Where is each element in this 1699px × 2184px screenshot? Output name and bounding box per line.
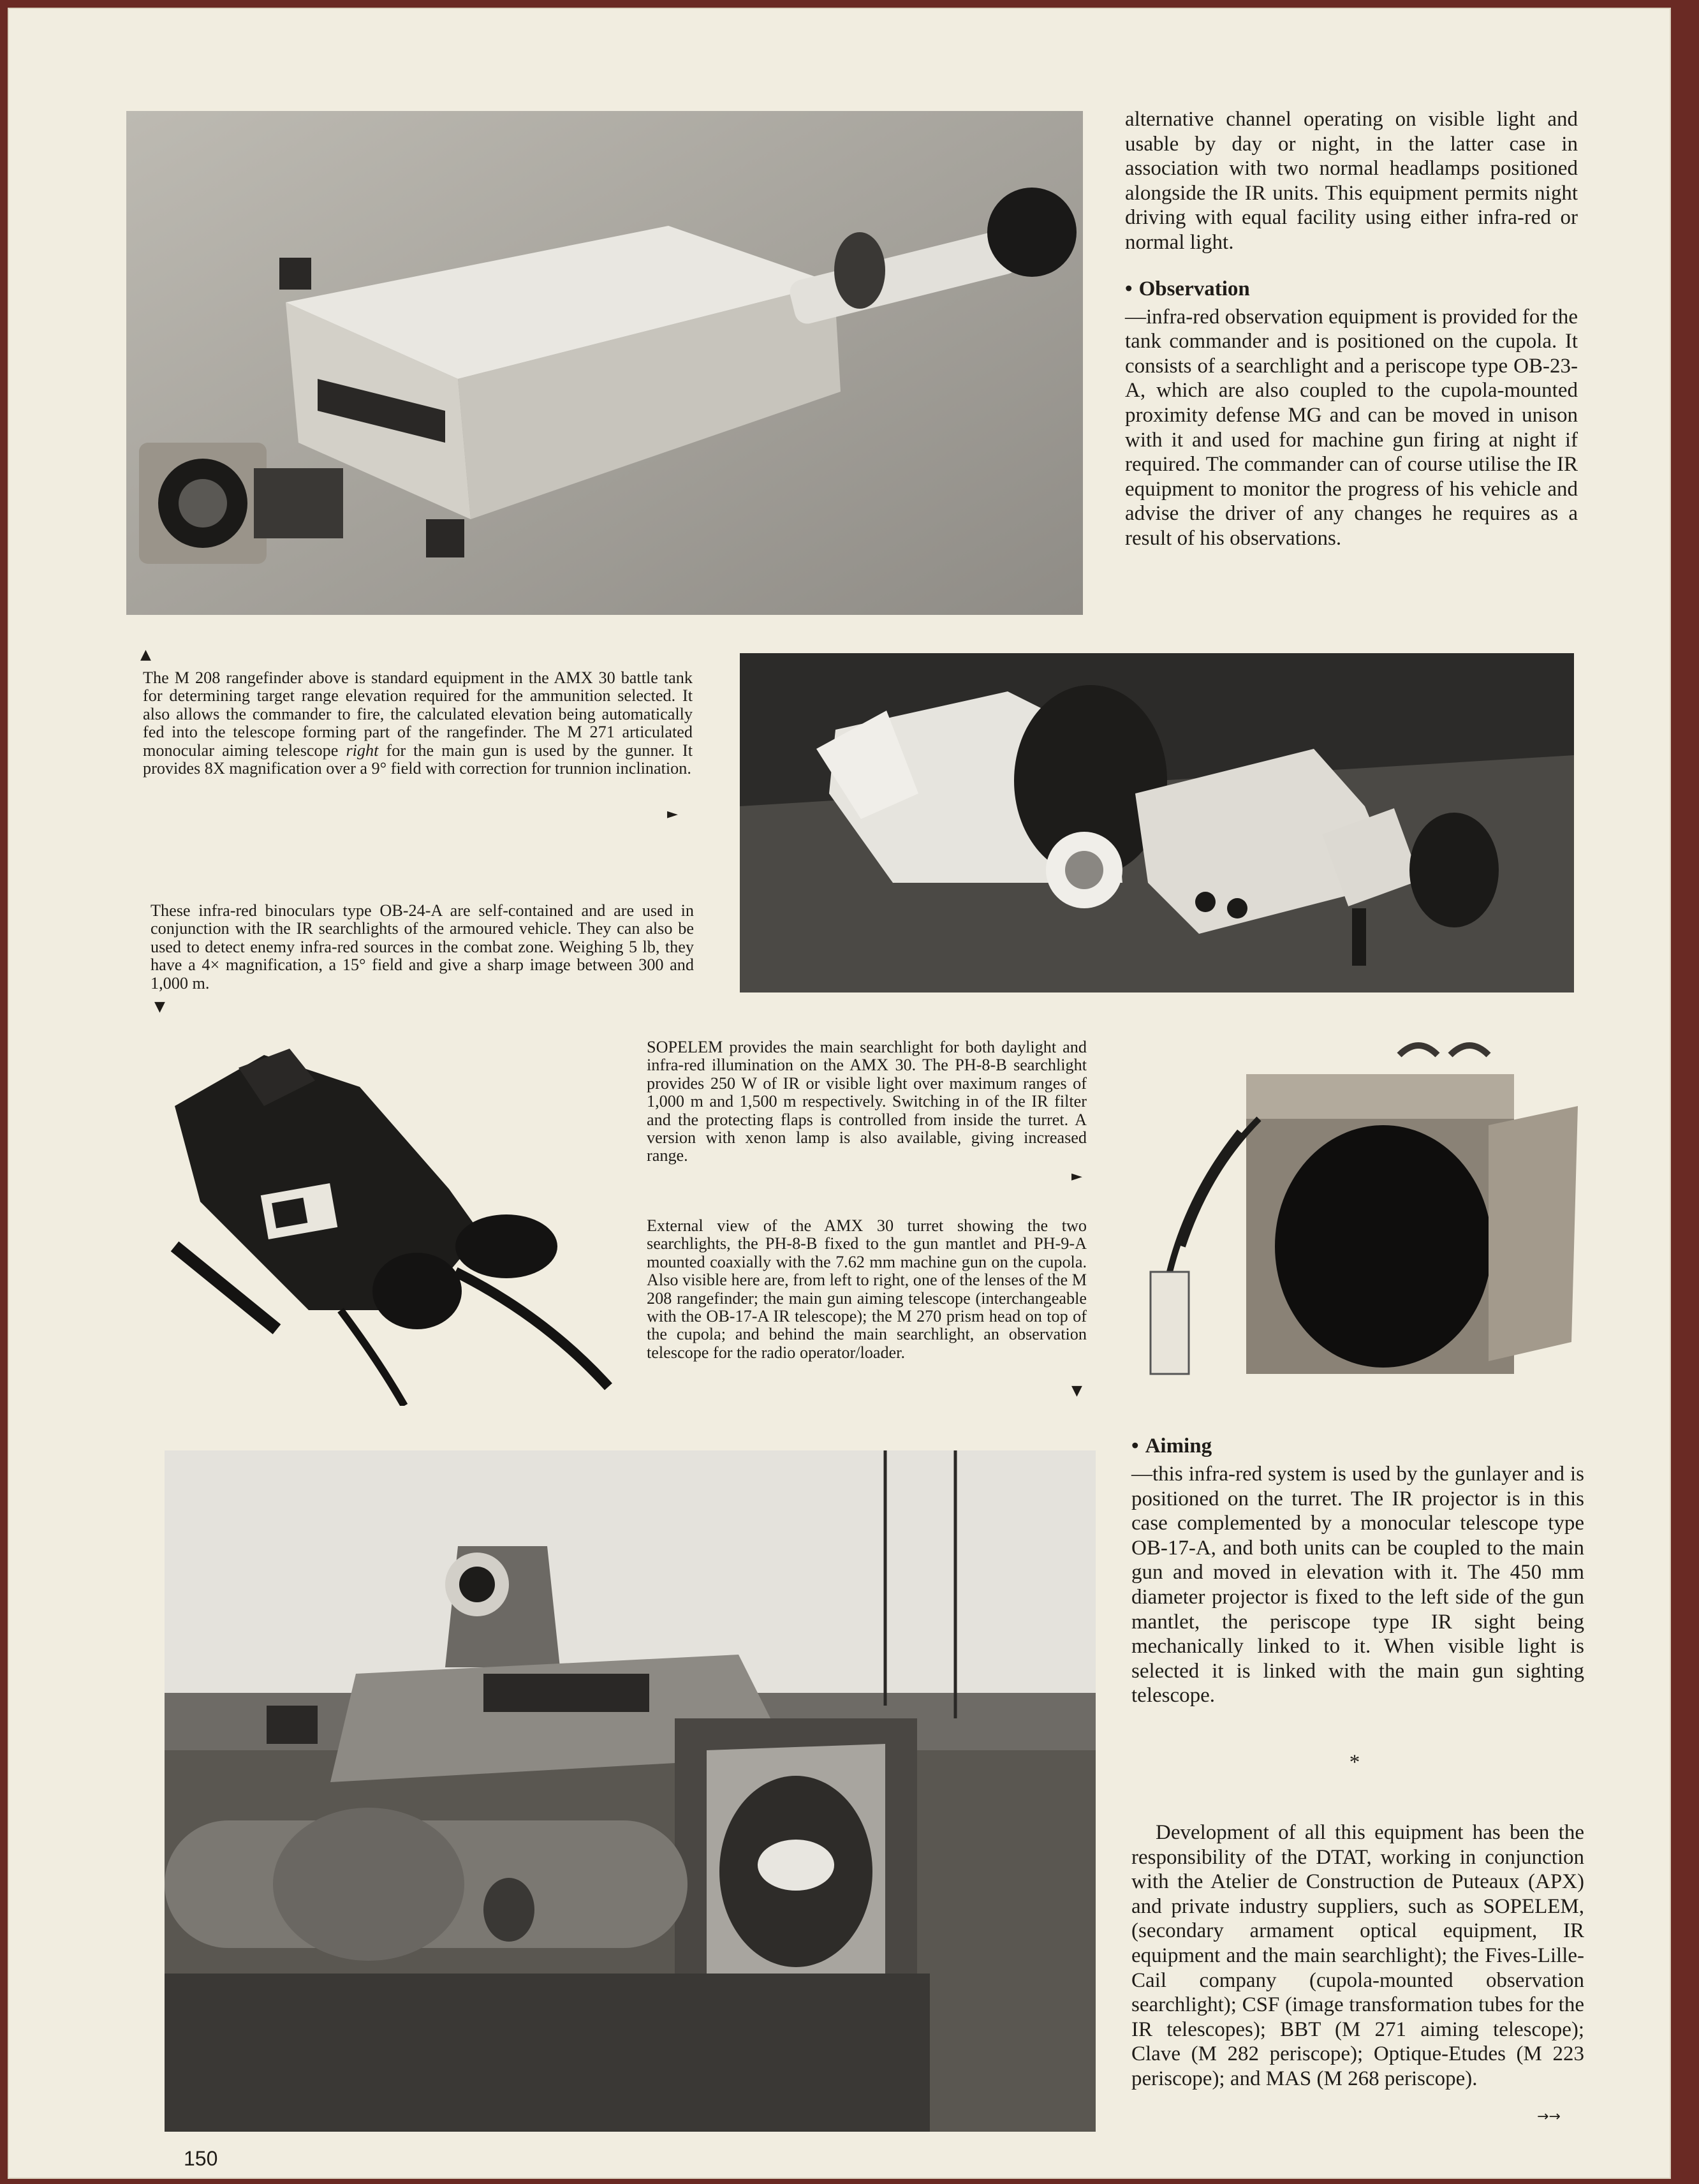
turret-caption-text: External view of the AMX 30 turret showing the two searchlights, the PH-8-B fixed to the gun mantlet and PH-9-A mounted coaxially with the 7.62 mm machine gun on the cupola. Also visible here are, from left to right, one of the lenses of the M 208 rangefinder; the main gun aiming telescope (interchangeable with the OB-17-A IR telescope); the M 270 prism head on top of the cupola; and behind the main searchlight, an observation telescope for the radio operator/loader. [647, 1216, 1087, 1362]
rangefinder-photo [126, 111, 1083, 615]
aiming-paragraph: —this infra-red system is used by the gunlayer and is positioned on the turret. The IR projector is in this case complemented by a monocular telescope type OB-17-A, and both units can be coupled to the main gun and moved in elevation with it. The 450 mm diameter projector is fixed to the left side of the gun mantlet, the periscope type IR sight being mechanically linked to it. When visible light is selected it is linked with the main gun sighting telescope. [1131, 1463, 1584, 1708]
aiming-heading [1131, 1434, 1584, 1458]
aiming-telescope-photo [740, 653, 1574, 992]
turret-caption [647, 1217, 1087, 1362]
caption-emphasis: right [346, 741, 379, 760]
observation-heading [1125, 277, 1578, 301]
down-arrow-icon: ▼ [154, 999, 165, 1015]
driving-paragraph: alternative channel operating on visible light and usable by day or night, in the latter case in association with two normal headlamps positioned alongside the IR units. This equipment permits night driving with equal facility using either infra-red or normal light. [1125, 108, 1578, 254]
searchlight-photo [1131, 1042, 1603, 1387]
magazine-page [9, 9, 1670, 2178]
searchlight-caption-text: SOPELEM provides the main searchlight for both daylight and infra-red illumination on the AMX 30. The PH-8-B searchlight provides 250 W of IR or visible light over maximum ranges of 1,000 m and 1,500 m respectively. Switching in of the IR filter and the protecting flaps is controlled from inside the turret. A version with xenon lamp is also available, giving increased range. [647, 1038, 1087, 1165]
observation-heading-text: Observation [1138, 277, 1250, 300]
page-number: 150 [184, 2147, 218, 2170]
bullet-icon-2: • [1131, 1435, 1139, 1457]
searchlight-caption [647, 1038, 1087, 1165]
down-arrow-icon-2: ▼ [1071, 1383, 1082, 1399]
up-arrow-icon: ▲ [140, 647, 151, 663]
turret-photo [165, 1450, 1096, 2132]
aiming-heading-text: Aiming [1145, 1435, 1212, 1457]
bullet-icon: • [1125, 277, 1133, 300]
observation-paragraph: —infra-red observation equipment is provided for the tank commander and is positioned on the cupola. It consists of a searchlight and a periscope type OB-23-A, which are also coupled to the cupola-mounted proximity defense MG and can be moved in unison with it and used for machine gun firing at night if required. The commander can of course utilise the IR equipment to monitor the progress of his vehicle and advise the driver of any changes he requires as a result of his observations. [1125, 305, 1578, 550]
development-paragraph: Development of all this equipment has been the responsibility of the DTAT, working in conjunction with the Atelier de Construction de Puteaux (APX) and private industry suppliers, such as SOPELEM, (secondary armament optical equipment, IR equipment and the main searchlight); the Fives-Lille-Cail company (cupola-mounted observation searchlight); CSF (image transformation tubes for the IR telescopes); BBT (M 271 aiming telescope); Clave (M 282 periscope); Optique-Etudes (M 223 periscope); and MAS (M 268 periscope). [1131, 1821, 1584, 2090]
section-separator [1335, 1750, 1374, 1775]
top-right-column [1125, 107, 1578, 551]
rangefinder-caption-text: The M 208 rangefinder above is standard equipment in the AMX 30 battle tank for determining target range elevation required for the ammunition selected. It also allows the commander to fire, the calculated elevation being automatically fed into the telescope forming part of the rangefinder. The M 271 articulated monocular aiming telescope right for the main gun is used by the gunner. It provides 8X magnification over a 9° field with correction for trunnion inclination. [143, 668, 693, 778]
binoculars-caption [151, 902, 694, 992]
end-arrow-icon: →→ [1537, 2109, 1561, 2125]
right-arrow-icon-2: ► [1071, 1169, 1082, 1184]
development-column [1131, 1820, 1584, 2092]
rangefinder-caption [143, 669, 693, 778]
aiming-column [1131, 1434, 1584, 1708]
right-arrow-icon: ► [667, 806, 678, 822]
binoculars-photo [149, 1042, 640, 1406]
separator-asterisk: * [1349, 1751, 1360, 1774]
binoculars-caption-text: These infra-red binoculars type OB-24-A are self-contained and are used in conjunction with the IR searchlights of the armoured vehicle. They can also be used to detect enemy infra-red sources in the combat zone. Weighing 5 lb, they have a 4× magnification, a 15° field and give a sharp image between 300 and 1,000 m. [151, 901, 694, 992]
